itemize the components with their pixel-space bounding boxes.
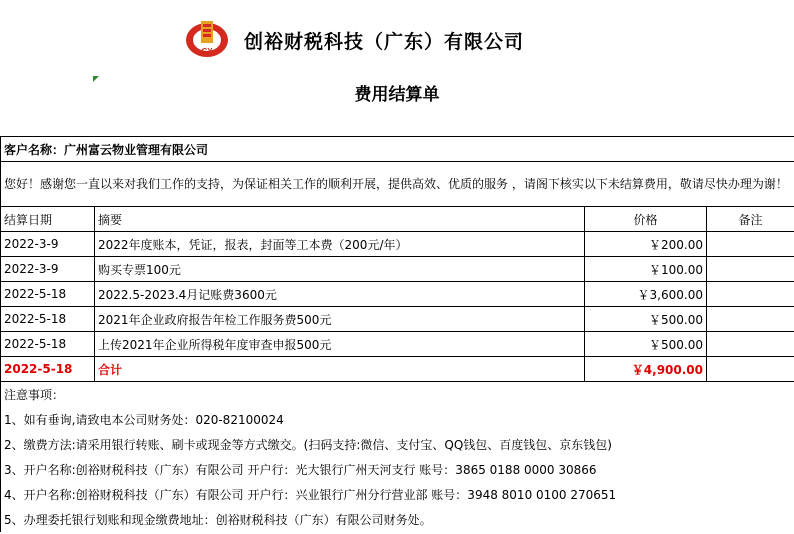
row-date: 2022-5-18: [1, 332, 95, 357]
row-note: [707, 232, 794, 257]
notes-row: [1, 407, 794, 432]
row-note: [707, 332, 794, 357]
row-note: [707, 282, 794, 307]
table-row: [1, 307, 794, 332]
table-row: [1, 332, 794, 357]
row-price: ￥100.00: [585, 257, 707, 282]
company-logo-icon: [184, 18, 230, 60]
row-summary: 购买专票100元: [95, 257, 585, 282]
total-note: [707, 357, 794, 382]
row-date: 2022-3-9: [1, 232, 95, 257]
column-header-note: 备注: [707, 207, 794, 232]
settlement-table: [0, 136, 794, 532]
row-date: 2022-5-18: [1, 282, 95, 307]
row-summary: 上传2021年企业所得税年度审查申报500元: [95, 332, 585, 357]
notes-row: [1, 507, 794, 532]
row-date: 2022-5-18: [1, 307, 95, 332]
notes-row: [1, 482, 794, 507]
logo-text: CY: [201, 47, 213, 56]
customer-name: 广州富云物业管理有限公司: [64, 142, 209, 157]
row-summary: 2021年企业政府报告年检工作服务费500元: [95, 307, 585, 332]
greeting-text: 您好！感谢您一直以来对我们工作的支持，为保证相关工作的顺利开展，提供高效、优质的服务 ，请阁下核实以下未结算费用，敬请尽快办理为谢！: [1, 162, 794, 207]
note-item: 3、开户名称:创裕财税科技（广东）有限公司 开户行：光大银行广州天河支行 账号：3865 0188 0000 30866: [1, 457, 794, 482]
row-price: ￥500.00: [585, 307, 707, 332]
notes-heading-row: [1, 382, 794, 408]
total-label: 合计: [95, 357, 585, 382]
column-header-price: 价格: [585, 207, 707, 232]
row-summary: 2022年度账本，凭证，报表，封面等工本费（200元/年）: [95, 232, 585, 257]
note-item: 4、开户名称:创裕财税科技（广东）有限公司 开户行：兴业银行广州分行营业部 账号：3948 8010 0100 270651: [1, 482, 794, 507]
greeting-row: [1, 162, 794, 207]
row-note: [707, 257, 794, 282]
column-header-summary: 摘要: [95, 207, 585, 232]
table-row: [1, 282, 794, 307]
note-item: 5、办理委托银行划账和现金缴费地址：创裕财税科技（广东）有限公司财务处。: [1, 507, 794, 532]
row-note: [707, 307, 794, 332]
notes-row: [1, 457, 794, 482]
row-price: ￥500.00: [585, 332, 707, 357]
note-item: 1、如有垂询,请致电本公司财务处：020-82100024: [1, 407, 794, 432]
document-title: 费用结算单: [354, 85, 440, 105]
company-name: 创裕财税科技（广东）有限公司: [244, 31, 525, 53]
customer-cell: [1, 137, 794, 162]
customer-label: 客户名称：: [4, 142, 65, 157]
total-amount: ￥4,900.00: [585, 357, 707, 382]
table-row: [1, 232, 794, 257]
notes-row: [1, 432, 794, 457]
document-header: [0, 0, 794, 130]
total-date: 2022-5-18: [1, 357, 95, 382]
customer-row: [1, 137, 794, 162]
row-date: 2022-3-9: [1, 257, 95, 282]
total-row: [1, 357, 794, 382]
row-price: ￥200.00: [585, 232, 707, 257]
note-item: 2、缴费方法:请采用银行转账、刷卡或现金等方式缴交。(扫码支持:微信、支付宝、QQ钱包、百度钱包、京东钱包): [1, 432, 794, 457]
table-header-row: [1, 207, 794, 232]
table-row: [1, 257, 794, 282]
row-price: ￥3,600.00: [585, 282, 707, 307]
row-summary: 2022.5-2023.4月记账费3600元: [95, 282, 585, 307]
notes-heading: 注意事项：: [1, 382, 794, 408]
column-header-date: 结算日期: [1, 207, 95, 232]
